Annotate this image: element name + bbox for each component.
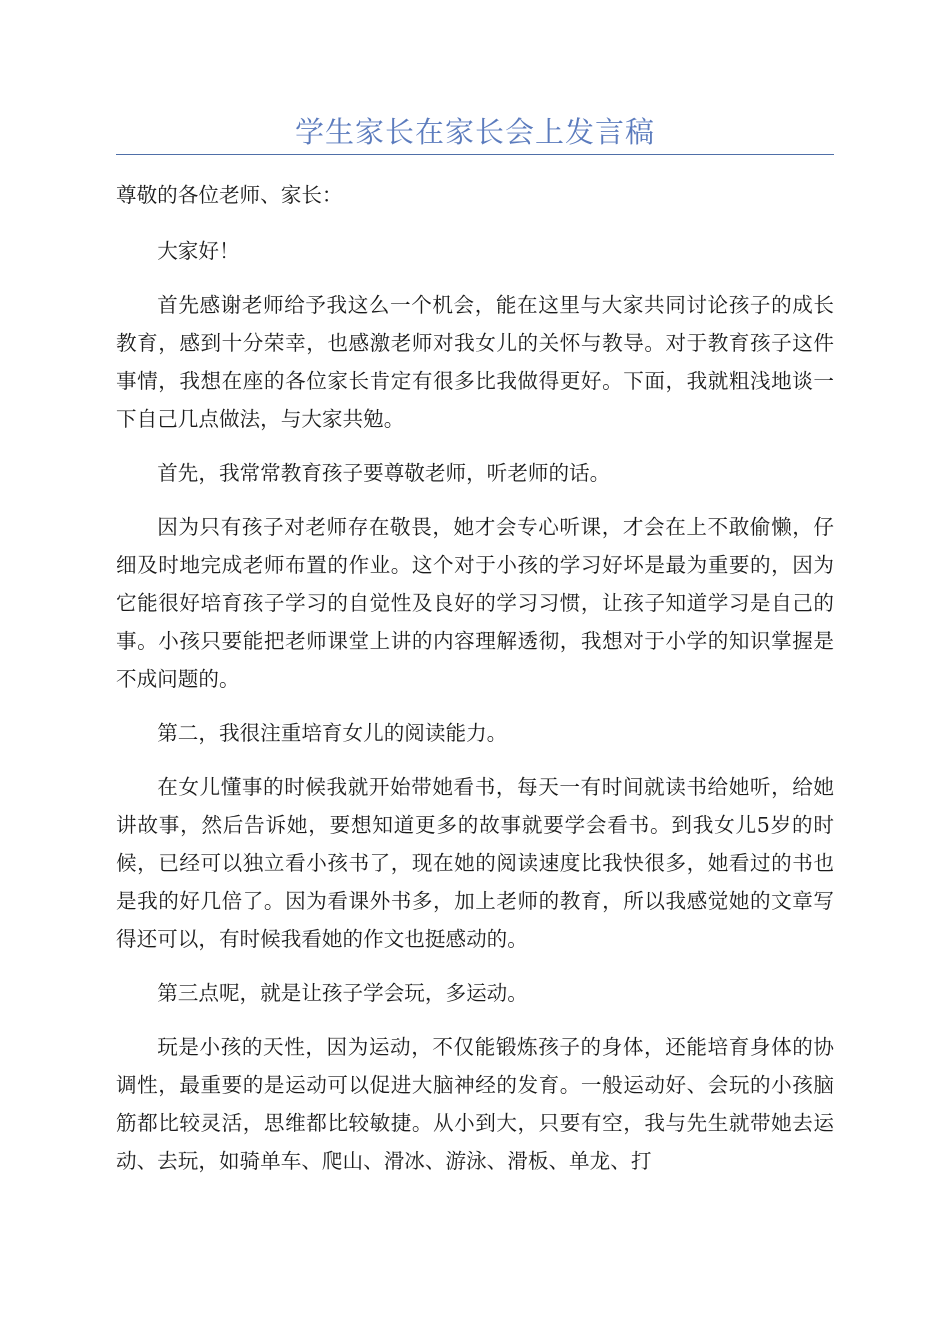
greeting: 大家好！	[157, 239, 240, 263]
point-two-heading: 第二，我很注重培育女儿的阅读能力。	[157, 721, 508, 745]
document-body	[116, 176, 834, 1196]
document-title: 学生家长在家长会上发言稿	[294, 115, 655, 149]
title-underline	[116, 154, 834, 155]
point-two-body: 在女儿懂事的时候我就开始带她看书，每天一有时间就读书给她听，给她讲故事，然后告诉她，要想知道更多的故事就要学会看书。到我女儿5岁的时候，已经可以独立看小孩书了，现在她的阅读速度比我快很多，她看过的书也是我的好几倍了。因为看课外书多，加上老师的教育，所以我感觉她的文章写得还可以，有时候我看她的作文也挺感动的。	[116, 775, 834, 951]
paragraph-intro: 首先感谢老师给予我这么一个机会，能在这里与大家共同讨论孩子的成长教育，感到十分荣幸，也感激老师对我女儿的关怀与教导。对于教育孩子这件事情，我想在座的各位家长肯定有很多比我做得更好。下面，我就粗浅地谈一下自己几点做法，与大家共勉。	[116, 293, 834, 431]
salutation: 尊敬的各位老师、家长：	[116, 183, 343, 207]
point-three-body: 玩是小孩的天性，因为运动，不仅能锻炼孩子的身体，还能培育身体的协调性，最重要的是运动可以促进大脑神经的发育。一般运动好、会玩的小孩脑筋都比较灵活，思维都比较敏捷。从小到大，只要有空，我与先生就带她去运动、去玩，如骑单车、爬山、滑冰、游泳、滑板、单龙、打	[116, 1035, 834, 1173]
point-one-body: 因为只有孩子对老师存在敬畏，她才会专心听课，才会在上不敢偷懒，仔细及时地完成老师布置的作业。这个对于小孩的学习好坏是最为重要的，因为它能很好培育孩子学习的自觉性及良好的学习习惯，让孩子知道学习是自己的事。小孩只要能把老师课堂上讲的内容理解透彻，我想对于小学的知识掌握是不成问题的。	[116, 515, 834, 691]
point-three-heading: 第三点呢，就是让孩子学会玩，多运动。	[157, 981, 528, 1005]
point-one-heading: 首先，我常常教育孩子要尊敬老师，听老师的话。	[157, 461, 611, 485]
